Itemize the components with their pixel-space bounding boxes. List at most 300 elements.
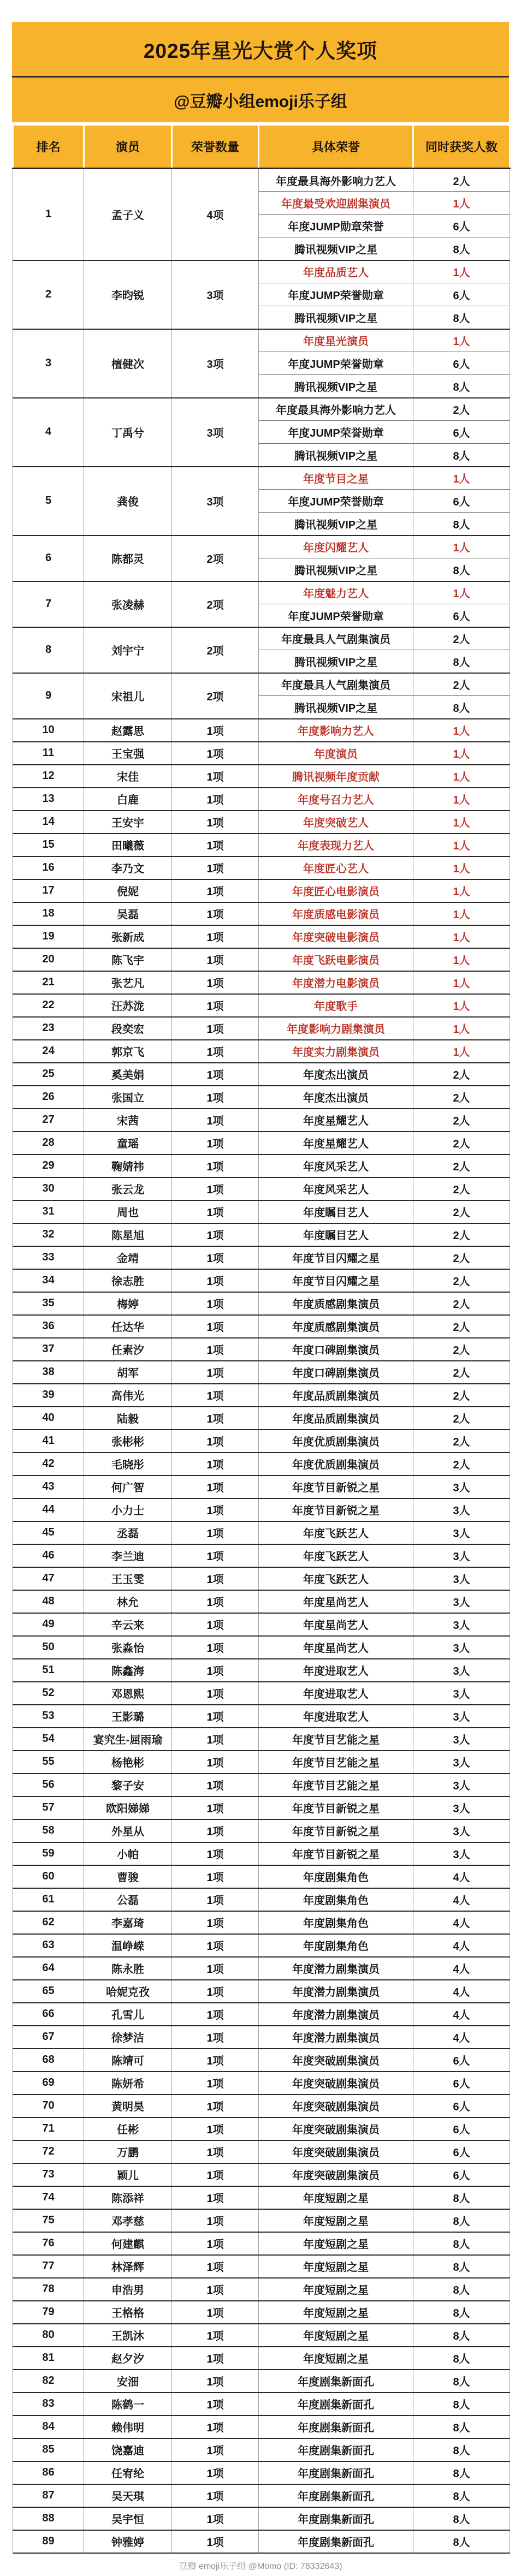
table-row [13,971,510,994]
honor-cell: 年度匠心电影演员 [259,879,413,902]
rank-cell: 83 [13,2393,84,2416]
actor-cell: 徐梦洁 [84,2026,172,2049]
honor-cell: 年度品质剧集演员 [259,1407,413,1430]
table-row [13,788,510,811]
table-row [13,742,510,765]
people-cell: 2人 [413,1269,510,1292]
count-cell: 1项 [172,2049,259,2072]
actor-cell: 公磊 [84,1888,172,1911]
people-cell: 8人 [413,2255,510,2278]
actor-cell: 饶嘉迪 [84,2438,172,2461]
rank-cell: 54 [13,1728,84,1751]
count-cell: 1项 [172,2140,259,2163]
honor-cell: 腾讯视频VIP之星 [259,558,413,581]
people-cell: 2人 [413,398,510,421]
honor-cell: 年度潜力剧集演员 [259,2026,413,2049]
people-cell: 1人 [413,329,510,352]
actor-cell: 李乃文 [84,856,172,879]
people-cell: 6人 [413,352,510,375]
actor-cell: 陈都灵 [84,536,172,581]
people-cell: 3人 [413,1590,510,1613]
honor-cell: 年度飞跃艺人 [259,1567,413,1590]
people-cell: 2人 [413,1132,510,1155]
actor-cell: 赖伟明 [84,2416,172,2438]
honor-cell: 年度节目之星 [259,467,413,490]
people-cell: 8人 [413,2209,510,2232]
actor-cell: 张艺凡 [84,971,172,994]
page-title: 2025年星光大赏个人奖项 [143,39,378,62]
actor-cell: 孔雪儿 [84,2003,172,2026]
actor-cell: 张云龙 [84,1177,172,1200]
table-row [13,2163,510,2186]
count-cell: 1项 [172,788,259,811]
people-cell: 3人 [413,1796,510,1819]
honor-cell: 年度影响力艺人 [259,719,413,742]
rank-cell: 18 [13,902,84,925]
rank-cell: 22 [13,994,84,1017]
honor-cell: 年度短剧之星 [259,2232,413,2255]
actor-cell: 奚美娟 [84,1063,172,1086]
rank-cell: 64 [13,1957,84,1980]
rank-cell: 30 [13,1177,84,1200]
table-row [13,467,510,490]
honor-cell: 腾讯视频VIP之星 [259,306,413,329]
actor-cell: 黎子安 [84,1774,172,1796]
actor-cell: 李嘉琦 [84,1911,172,1934]
rank-cell: 63 [13,1934,84,1957]
actor-cell: 陈永胜 [84,1957,172,1980]
honor-cell: 年度质感剧集演员 [259,1292,413,1315]
rank-cell: 7 [13,581,84,627]
honor-cell: 年度最具人气剧集演员 [259,627,413,650]
rank-cell: 61 [13,1888,84,1911]
people-cell: 1人 [413,581,510,604]
rank-cell: 77 [13,2255,84,2278]
table-row [13,1590,510,1613]
count-cell: 1项 [172,1705,259,1728]
table-row [13,398,510,421]
honor-cell: 年度短剧之星 [259,2301,413,2324]
count-cell: 1项 [172,1796,259,1819]
honor-cell: 年度优质剧集演员 [259,1453,413,1476]
count-cell: 1项 [172,1544,259,1567]
people-cell: 1人 [413,192,510,215]
actor-cell: 张凌赫 [84,581,172,627]
honor-cell: 年度魅力艺人 [259,581,413,604]
actor-cell: 刘宇宁 [84,627,172,673]
people-cell: 2人 [413,1223,510,1246]
table-row [13,2049,510,2072]
count-cell: 1项 [172,1292,259,1315]
actor-cell: 童瑶 [84,1132,172,1155]
count-cell: 1项 [172,1155,259,1177]
actor-cell: 申浩男 [84,2278,172,2301]
table-row [13,1567,510,1590]
count-cell: 1项 [172,1246,259,1269]
people-cell: 6人 [413,490,510,513]
people-cell: 1人 [413,994,510,1017]
table-row [13,2140,510,2163]
actor-cell: 汪苏泷 [84,994,172,1017]
rank-cell: 53 [13,1705,84,1728]
actor-cell: 任宥纶 [84,2461,172,2484]
table-row [13,2301,510,2324]
honor-cell: 年度闪耀艺人 [259,536,413,558]
rank-cell: 20 [13,948,84,971]
count-cell: 1项 [172,1819,259,1842]
rank-cell: 80 [13,2324,84,2347]
actor-cell: 林允 [84,1590,172,1613]
honor-cell: 年度突破剧集演员 [259,2095,413,2117]
honor-cell: 年度星光演员 [259,329,413,352]
rank-cell: 60 [13,1865,84,1888]
honor-cell: 年度最具海外影响力艺人 [259,169,413,192]
table-row [13,1200,510,1223]
honor-cell: 年度JUMP荣誉勋章 [259,352,413,375]
people-cell: 2人 [413,1384,510,1407]
count-cell: 1项 [172,1223,259,1246]
people-cell: 3人 [413,1613,510,1636]
table-row [13,1796,510,1819]
honor-cell: 年度歌手 [259,994,413,1017]
actor-cell: 陈靖可 [84,2049,172,2072]
actor-cell: 胡军 [84,1361,172,1384]
rank-cell: 33 [13,1246,84,1269]
honor-cell: 年度质感剧集演员 [259,1315,413,1338]
honor-cell: 年度星尚艺人 [259,1636,413,1659]
honor-cell: 年度杰出演员 [259,1063,413,1086]
people-cell: 8人 [413,2484,510,2507]
people-cell: 2人 [413,627,510,650]
actor-cell: 钟雅婷 [84,2530,172,2553]
actor-cell: 金靖 [84,1246,172,1269]
actor-cell: 张彬彬 [84,1430,172,1453]
actor-cell: 丞磊 [84,1521,172,1544]
table-row [13,765,510,788]
honor-cell: 年度JUMP荣誉勋章 [259,283,413,306]
table-row [13,2461,510,2484]
count-cell: 1项 [172,1521,259,1544]
people-cell: 8人 [413,696,510,719]
people-cell: 8人 [413,650,510,673]
table-row [13,1636,510,1659]
honor-cell: 年度最受欢迎剧集演员 [259,192,413,215]
people-cell: 6人 [413,2072,510,2095]
count-cell: 1项 [172,1842,259,1865]
count-cell: 1项 [172,1132,259,1155]
table-row [13,1177,510,1200]
actor-cell: 丁禹兮 [84,398,172,467]
table-row [13,1384,510,1407]
honor-cell: 年度剧集新面孔 [259,2438,413,2461]
table-row [13,2026,510,2049]
people-cell: 2人 [413,1155,510,1177]
honor-cell: 年度突破电影演员 [259,925,413,948]
people-cell: 8人 [413,2393,510,2416]
actor-cell: 小帕 [84,1842,172,1865]
people-cell: 3人 [413,1476,510,1498]
actor-cell: 温峥嵘 [84,1934,172,1957]
people-cell: 1人 [413,536,510,558]
honor-cell: 年度星耀艺人 [259,1132,413,1155]
count-cell: 1项 [172,1590,259,1613]
table-row [13,1017,510,1040]
actor-cell: 檀健次 [84,329,172,398]
honor-cell: 年度最具人气剧集演员 [259,673,413,696]
table-row [13,169,510,192]
people-cell: 8人 [413,2324,510,2347]
people-cell: 2人 [413,673,510,696]
count-cell: 1项 [172,2026,259,2049]
count-cell: 1项 [172,1682,259,1705]
people-cell: 8人 [413,2507,510,2530]
count-cell: 1项 [172,1476,259,1498]
table-row [13,1223,510,1246]
honor-cell: 年度短剧之星 [259,2255,413,2278]
people-cell: 1人 [413,1040,510,1063]
table-row [13,1086,510,1109]
count-cell: 1项 [172,2484,259,2507]
honor-cell: 年度JUMP荣誉勋章 [259,490,413,513]
rank-cell: 57 [13,1796,84,1819]
honor-cell: 年度质感电影演员 [259,902,413,925]
actor-cell: 陆毅 [84,1407,172,1430]
table-row [13,811,510,834]
count-cell: 1项 [172,1269,259,1292]
honor-cell: 年度突破剧集演员 [259,2072,413,2095]
rank-cell: 79 [13,2301,84,2324]
rank-cell: 2 [13,260,84,329]
table-row [13,2393,510,2416]
people-cell: 6人 [413,604,510,627]
table-row [13,1659,510,1682]
rank-cell: 65 [13,1980,84,2003]
people-cell: 6人 [413,2140,510,2163]
honor-cell: 年度飞跃艺人 [259,1544,413,1567]
people-cell: 3人 [413,1567,510,1590]
table-row [13,1521,510,1544]
people-cell: 6人 [413,2095,510,2117]
people-cell: 8人 [413,2416,510,2438]
table-row [13,925,510,948]
count-cell: 3项 [172,398,259,467]
honor-cell: 腾讯视频VIP之星 [259,650,413,673]
people-cell: 3人 [413,1498,510,1521]
table-row [13,2278,510,2301]
people-cell: 6人 [413,283,510,306]
people-cell: 1人 [413,856,510,879]
table-row [13,1544,510,1567]
count-cell: 1项 [172,1430,259,1453]
people-cell: 1人 [413,811,510,834]
people-cell: 1人 [413,260,510,283]
actor-cell: 孟子义 [84,169,172,260]
rank-cell: 32 [13,1223,84,1246]
honor-cell: 年度节目艺能之星 [259,1751,413,1774]
honor-cell: 年度节目闪耀之星 [259,1246,413,1269]
table-row [13,2232,510,2255]
people-cell: 2人 [413,1361,510,1384]
rank-cell: 47 [13,1567,84,1590]
actor-cell: 任彬 [84,2117,172,2140]
col-header-honor: 具体荣誉 [259,125,413,169]
actor-cell: 安沺 [84,2370,172,2393]
rank-cell: 45 [13,1521,84,1544]
honor-cell: 年度实力剧集演员 [259,1040,413,1063]
people-cell: 4人 [413,1888,510,1911]
actor-cell: 张淼怡 [84,1636,172,1659]
rank-cell: 21 [13,971,84,994]
col-header-rank: 排名 [13,125,84,169]
table-row [13,1246,510,1269]
actor-cell: 陈鑫海 [84,1659,172,1682]
actor-cell: 王安宇 [84,811,172,834]
people-cell: 6人 [413,215,510,237]
table-row [13,627,510,650]
count-cell: 1项 [172,719,259,742]
actor-cell: 吴天琪 [84,2484,172,2507]
rank-cell: 43 [13,1476,84,1498]
actor-cell: 小力士 [84,1498,172,1521]
people-cell: 3人 [413,1774,510,1796]
actor-cell: 郭京飞 [84,1040,172,1063]
honor-cell: 腾讯视频VIP之星 [259,237,413,260]
rank-cell: 13 [13,788,84,811]
rank-cell: 41 [13,1430,84,1453]
actor-cell: 哈妮克孜 [84,1980,172,2003]
actor-cell: 梅婷 [84,1292,172,1315]
people-cell: 8人 [413,2278,510,2301]
rank-cell: 85 [13,2438,84,2461]
honor-cell: 腾讯视频VIP之星 [259,696,413,719]
count-cell: 1项 [172,834,259,856]
people-cell: 2人 [413,1109,510,1132]
people-cell: 3人 [413,1659,510,1682]
count-cell: 1项 [172,1407,259,1430]
actor-cell: 王格格 [84,2301,172,2324]
honor-cell: 年度突破剧集演员 [259,2049,413,2072]
honor-cell: 腾讯视频年度贡献 [259,765,413,788]
table-row [13,856,510,879]
count-cell: 1项 [172,1659,259,1682]
table-header-row [13,125,510,169]
actor-cell: 宋茜 [84,1109,172,1132]
actor-cell: 鞠婧祎 [84,1155,172,1177]
rank-cell: 4 [13,398,84,467]
actor-cell: 外星从 [84,1819,172,1842]
people-cell: 4人 [413,1980,510,2003]
rank-cell: 68 [13,2049,84,2072]
title-banner [12,22,509,78]
table-row [13,1842,510,1865]
table-row [13,1063,510,1086]
people-cell: 1人 [413,719,510,742]
honor-cell: 年度优质剧集演员 [259,1430,413,1453]
people-cell: 3人 [413,1636,510,1659]
table-row [13,1751,510,1774]
people-cell: 3人 [413,1521,510,1544]
people-cell: 1人 [413,1017,510,1040]
people-cell: 2人 [413,1086,510,1109]
people-cell: 1人 [413,971,510,994]
actor-cell: 王玉雯 [84,1567,172,1590]
rank-cell: 25 [13,1063,84,1086]
actor-cell: 龚俊 [84,467,172,536]
footer-watermark: 豆瓣 emoji乐子组 @Momo (ID: 78332643) [179,2561,342,2571]
credit-subtitle: @豆瓣小组emoji乐子组 [174,93,347,111]
rank-cell: 23 [13,1017,84,1040]
actor-cell: 何广智 [84,1476,172,1498]
count-cell: 1项 [172,2530,259,2553]
people-cell: 2人 [413,1315,510,1338]
people-cell: 4人 [413,2003,510,2026]
actor-cell: 张新成 [84,925,172,948]
count-cell: 1项 [172,1567,259,1590]
honor-cell: 年度口碑剧集演员 [259,1338,413,1361]
table-row [13,2370,510,2393]
count-cell: 1项 [172,1200,259,1223]
count-cell: 1项 [172,2255,259,2278]
table-row [13,1109,510,1132]
count-cell: 4项 [172,169,259,260]
honor-cell: 年度突破剧集演员 [259,2117,413,2140]
table-row [13,673,510,696]
actor-cell: 任达华 [84,1315,172,1338]
table-row [13,879,510,902]
rank-cell: 71 [13,2117,84,2140]
honor-cell: 年度节目新锐之星 [259,1476,413,1498]
honor-cell: 年度进取艺人 [259,1682,413,1705]
actor-cell: 陈鹤一 [84,2393,172,2416]
honor-cell: 年度剧集角色 [259,1911,413,1934]
rank-cell: 88 [13,2507,84,2530]
people-cell: 2人 [413,1430,510,1453]
count-cell: 1项 [172,765,259,788]
people-cell: 6人 [413,421,510,444]
people-cell: 8人 [413,2370,510,2393]
honor-cell: 腾讯视频VIP之星 [259,513,413,536]
rank-cell: 38 [13,1361,84,1384]
rank-cell: 78 [13,2278,84,2301]
rank-cell: 14 [13,811,84,834]
honor-cell: 年度节目新锐之星 [259,1796,413,1819]
rank-cell: 76 [13,2232,84,2255]
count-cell: 1项 [172,1086,259,1109]
people-cell: 8人 [413,306,510,329]
count-cell: 1项 [172,1774,259,1796]
table-row [13,2484,510,2507]
honor-cell: 年度号召力艺人 [259,788,413,811]
count-cell: 1项 [172,2507,259,2530]
people-cell: 2人 [413,1200,510,1223]
rank-cell: 5 [13,467,84,536]
count-cell: 1项 [172,1315,259,1338]
rank-cell: 27 [13,1109,84,1132]
actor-cell: 张国立 [84,1086,172,1109]
table-row [13,1705,510,1728]
actor-cell: 李昀锐 [84,260,172,329]
table-row [13,2209,510,2232]
people-cell: 8人 [413,237,510,260]
actor-cell: 赵夕汐 [84,2347,172,2370]
rank-cell: 29 [13,1155,84,1177]
people-cell: 8人 [413,2232,510,2255]
count-cell: 3项 [172,329,259,398]
table-row [13,1040,510,1063]
col-header-actor: 演员 [84,125,172,169]
honor-cell: 年度节目闪耀之星 [259,1269,413,1292]
people-cell: 2人 [413,1407,510,1430]
